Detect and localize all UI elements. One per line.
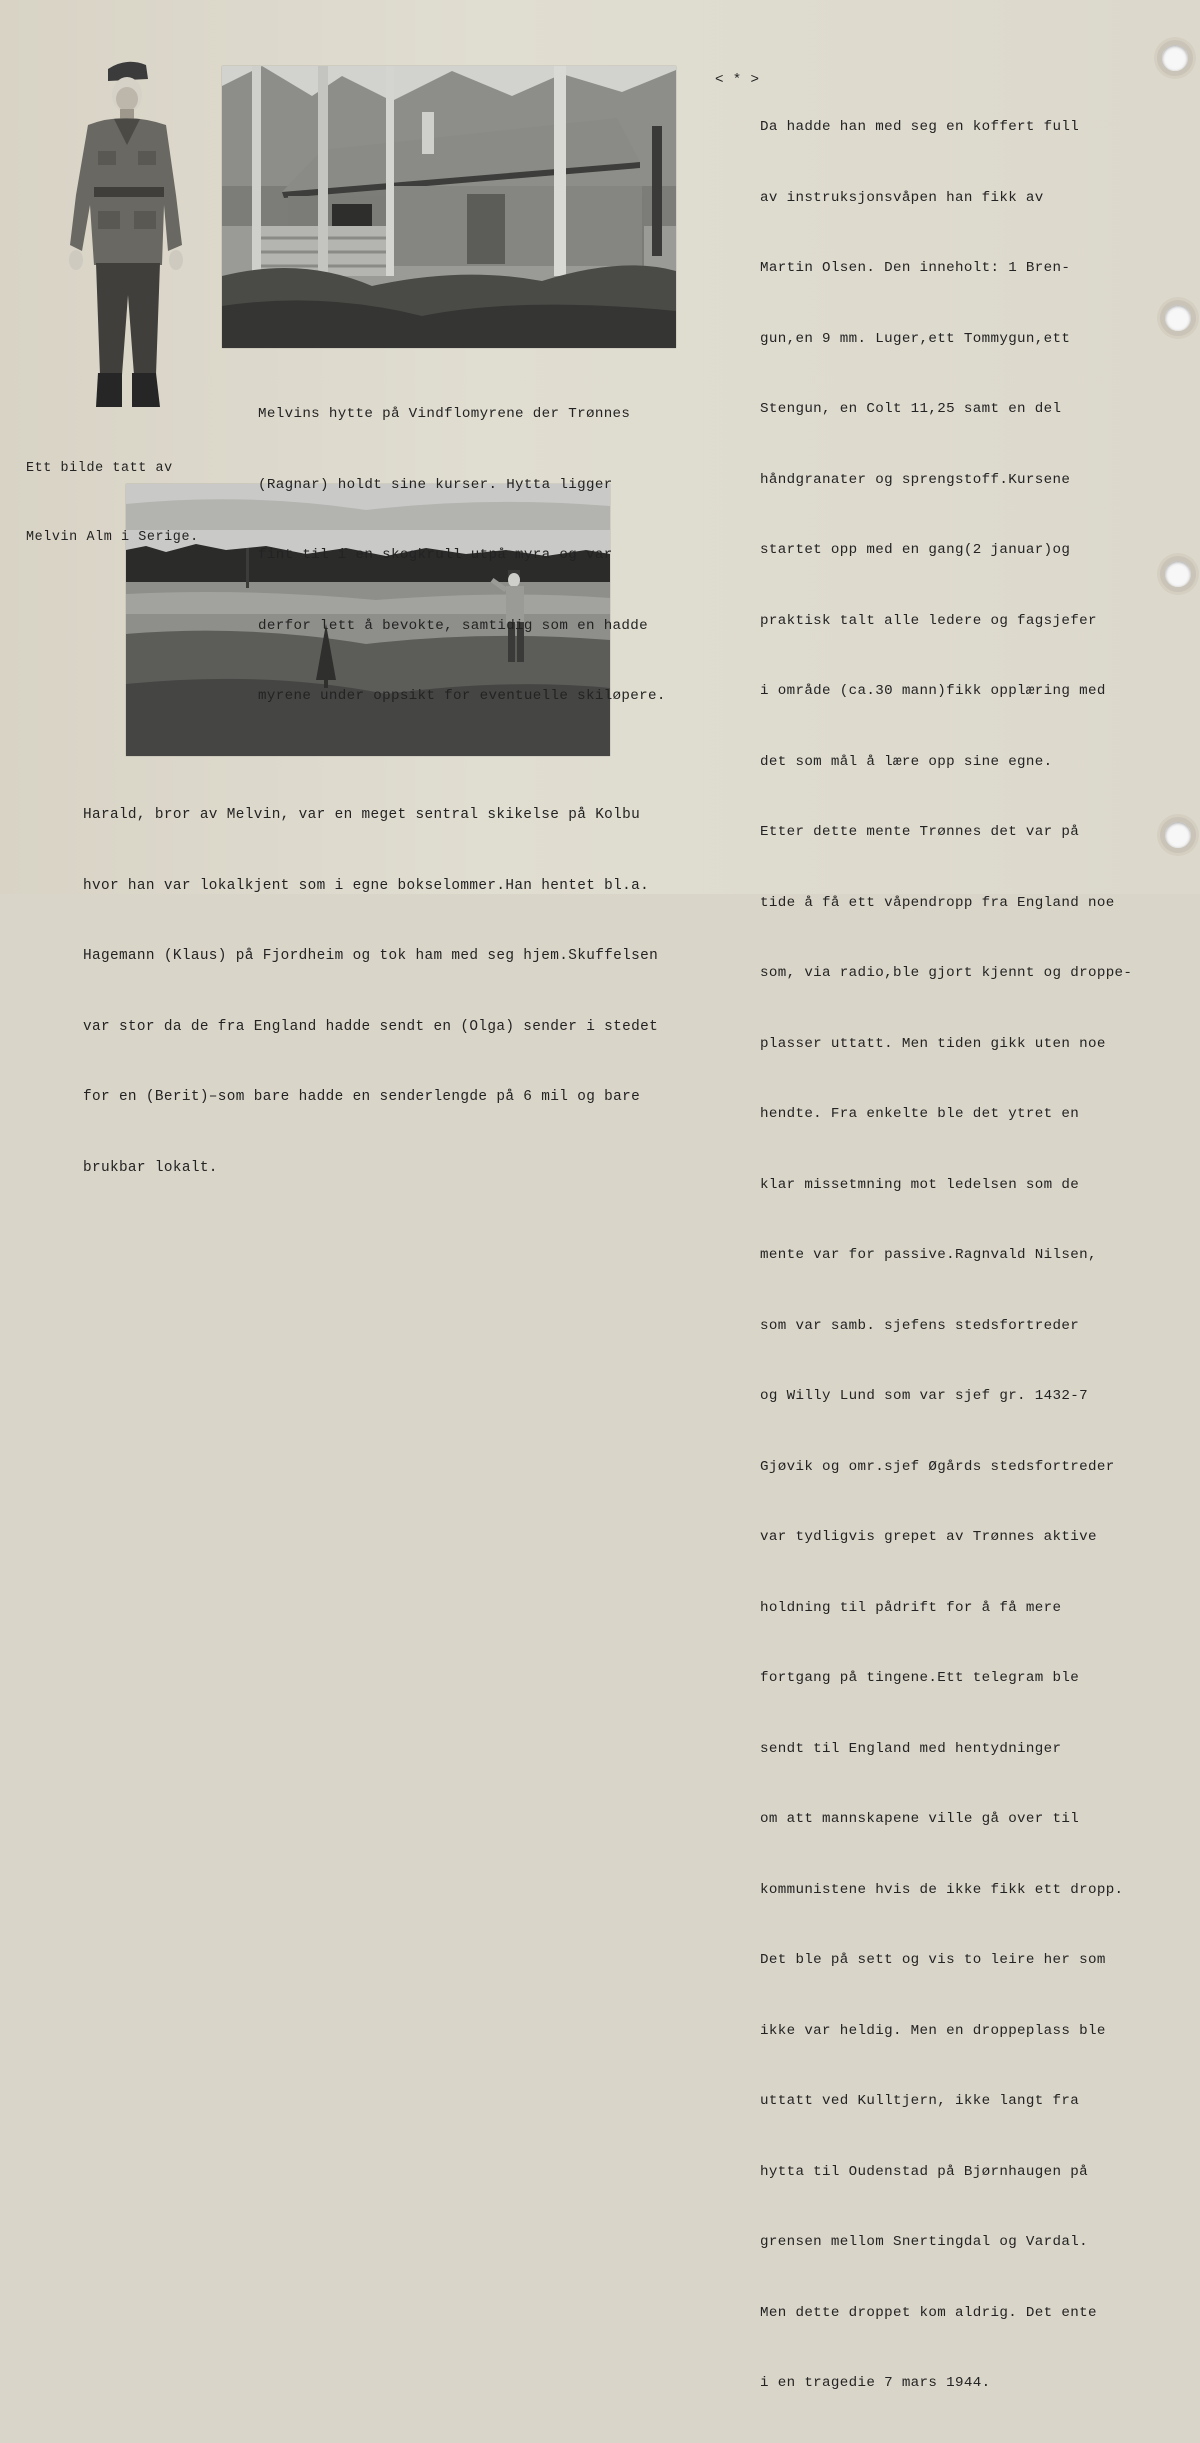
moor-caption-line: for en (Berit)–som bare hadde en senderlengde på 6 mil og bare: [83, 1089, 641, 1105]
moor-caption-line: var stor da de fra England hadde sendt en (Olga) sender i stedet: [83, 1018, 659, 1035]
story-line: i en tragedie 7 mars 1944.: [760, 2375, 991, 2391]
story-line: Da hadde han med seg en koffert full: [760, 119, 1080, 135]
story-line: i område (ca.30 mann)fikk opplæring med: [760, 683, 1106, 699]
binder-hole-top: [1157, 40, 1193, 76]
soldier-caption: [26, 411, 199, 595]
story-line: hytta til Oudenstad på Bjørnhaugen på: [760, 2163, 1088, 2180]
cabin-caption: [258, 356, 666, 756]
story-line: sendt til England med hentydninger: [760, 1740, 1062, 1757]
story-line: som, via radio,ble gjort kjennt og droppe-: [760, 965, 1133, 981]
story-line: startet opp med en gang(2 januar)og: [760, 542, 1071, 558]
story-marker: < * >: [715, 72, 760, 88]
moor-caption: [83, 757, 658, 1227]
story-line: det som mål å lære opp sine egne.: [760, 753, 1053, 770]
story-line: klar missetmning mot ledelsen som de: [760, 1176, 1080, 1193]
story-line: hendte. Fra enkelte ble det ytret en: [760, 1106, 1080, 1122]
story-line: Det ble på sett og vis to leire her som: [760, 1952, 1106, 1968]
story-line: av instruksjonsvåpen han fikk av: [760, 189, 1044, 206]
moor-caption-line: Hagemann (Klaus) på Fjordheim og tok ham med seg hjem.Skuffelsen: [83, 948, 659, 964]
binder-hole-bottom: [1160, 817, 1196, 853]
story-line: gun,en 9 mm. Luger,ett Tommygun,ett: [760, 330, 1071, 347]
cabin-caption-line: derfor lett å bevokte, samtidig som en hadde: [258, 617, 649, 634]
story-line: håndgranater og sprengstoff.Kursene: [760, 471, 1071, 488]
binder-hole-lower: [1160, 556, 1196, 592]
story-column: [760, 69, 1132, 2443]
soldier-caption-line: Melvin Alm i Serige.: [26, 530, 199, 545]
story-line: Etter dette mente Trønnes det var på: [760, 824, 1080, 840]
story-line: ikke var heldig. Men en droppeplass ble: [760, 2022, 1106, 2039]
moor-caption-line: brukbar lokalt.: [83, 1159, 218, 1176]
moor-caption-line: hvor han var lokalkjent som i egne bokselommer.Han hentet bl.a.: [83, 877, 650, 894]
story-line: var tydligvis grepet av Trønnes aktive: [760, 1529, 1097, 1545]
story-line: uttatt ved Kulltjern, ikke langt fra: [760, 2093, 1080, 2109]
story-line: om att mannskapene ville gå over til: [760, 1811, 1080, 1827]
story-line: som var samb. sjefens stedsfortreder: [760, 1317, 1080, 1334]
story-line: plasser uttatt. Men tiden gikk uten noe: [760, 1035, 1106, 1052]
story-line: Martin Olsen. Den inneholt: 1 Bren-: [760, 260, 1071, 276]
story-line: Stengun, en Colt 11,25 samt en del: [760, 401, 1062, 417]
soldier-photo: [64, 55, 189, 415]
story-line: holdning til pådrift for å få mere: [760, 1599, 1062, 1616]
story-line: tide å få ett våpendropp fra England noe: [760, 894, 1115, 911]
story-line: fortgang på tingene.Ett telegram ble: [760, 1670, 1080, 1686]
soldier-caption-line: Ett bilde tatt av: [26, 461, 173, 476]
story-line: praktisk talt alle ledere og fagsjefer: [760, 612, 1097, 629]
story-line: og Willy Lund som var sjef gr. 1432-7: [760, 1388, 1088, 1404]
cabin-caption-line: myrene under oppsikt for eventuelle skiløpere.: [258, 688, 666, 704]
cabin-caption-line: (Ragnar) holdt sine kurser. Hytta ligger: [258, 476, 613, 493]
cabin-photo: [222, 66, 676, 348]
binder-hole-upper: [1160, 300, 1196, 336]
story-line: Men dette droppet kom aldrig. Det ente: [760, 2304, 1097, 2321]
story-line: grensen mellom Snertingdal og Vardal.: [760, 2234, 1088, 2250]
moor-caption-line: Harald, bror av Melvin, var en meget sentral skikelse på Kolbu: [83, 807, 641, 823]
story-line: Gjøvik og omr.sjef Øgårds stedsfortreder: [760, 1458, 1115, 1475]
cabin-caption-line: fint til i en skogkrull utpå myra og var: [258, 547, 613, 563]
story-line: kommunistene hvis de ikke fikk ett dropp.: [760, 1881, 1124, 1898]
story-line: mente var for passive.Ragnvald Nilsen,: [760, 1247, 1097, 1263]
cabin-caption-line: Melvins hytte på Vindflomyrene der Trønnes: [258, 406, 631, 422]
